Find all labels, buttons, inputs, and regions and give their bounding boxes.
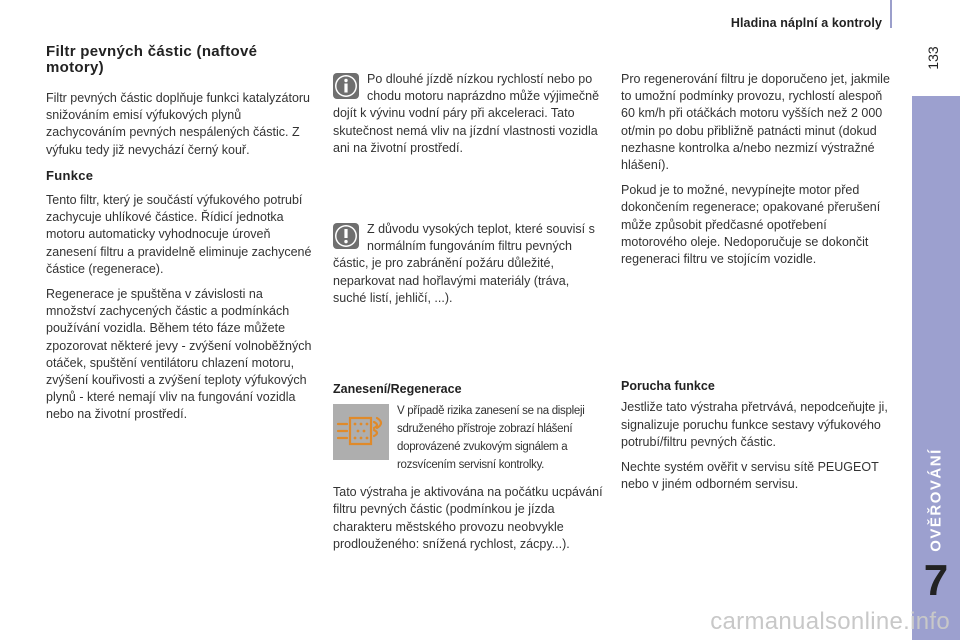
function-paragraph-1: Tento filtr, který je součástí výfukového potrubí zachycuje uhlíkové částice. Řídicí jednotka motoru automaticky vyhodnocuje úroveň zanesení filtru a pravidelně eliminuje zachycené částice (regenerace).	[46, 193, 312, 276]
warning-note-text: Z důvodu vysokých teplot, které souvisí s normálním fungováním filtru pevných částic, je pro zabránění požáru důležité, neparkovat nad hořlavými materiály (tráva, suché listí, jehličí, ...).	[333, 222, 595, 305]
failure-paragraph-1: Jestliže tato výstraha přetrvává, nepodceňujte ji, signalizuje poruchu funkce sestavy výfukového potrubí/filtru pevných částic.	[621, 400, 888, 449]
info-note-text: Po dlouhé jízdě nízkou rychlostí nebo po chodu motoru naprázdno může výjimečně dojít k vývinu vodní páry při akceleraci. Tato skutečnost nemá vliv na jízdní vlastnosti vozidla ani na životní prostředí.	[333, 72, 600, 155]
article-title: Filtr pevných částic (naftové motory)	[46, 43, 258, 76]
particle-filter-icon	[333, 404, 389, 460]
clogging-paragraph: Tato výstraha je aktivována na počátku ucpávání filtru pevných částic (podmínkou je jízda charakteru městského provozu neobvykle prodlouženého: snížená rychlost, zácpy...).	[333, 485, 603, 551]
failure-heading: Porucha funkce	[621, 379, 715, 394]
clogging-alert	[333, 402, 605, 474]
warning-note	[333, 221, 605, 381]
clogging-alert-text: V případě rizika zanesení se na displeji sdruženého přístroje zobrazí hlášení doprovázené zvukovým signálem a rozsvícením servisní kontrolky.	[397, 405, 585, 472]
function-paragraph-2: Regenerace je spuštěna v závislosti na množství zachycených částic a podmínkách používání vozidla. Během této fáze můžete zpozorovat některé jevy - zvýšení volnoběžných otáček, spuštění ventilátoru chlazení motoru, zvýšení kouřivosti a zvýšení teploty výfukových plynů - které nemají vliv na fungování vozidla nebo na životní prostředí.	[46, 287, 312, 422]
intro-paragraph: Filtr pevných částic doplňuje funkci katalyzátoru snižováním emisí výfukových plynů zachycováním pevných nespálených částic. Z výfuku tedy již nevychází černý kouř.	[46, 91, 311, 157]
regen-paragraph-2: Pokud je to možné, nevypínejte motor před dokončením regenerace; opakované přerušení může způsobit předčasné opotřebení motorového oleje. Nedoporučuje se dokončit regeneraci filtru ve stojícím vozidle.	[621, 183, 881, 267]
chapter-number: 7	[923, 556, 949, 605]
chapter-label: OVĚŘOVÁNÍ	[927, 448, 945, 552]
column-1	[46, 44, 314, 432]
warning-icon	[333, 223, 359, 249]
spacer	[621, 276, 893, 378]
function-heading: Funkce	[46, 167, 94, 183]
info-icon	[333, 73, 359, 99]
header-divider	[890, 0, 892, 28]
section-title: Hladina náplní a kontroly	[730, 16, 882, 30]
column-3	[621, 71, 893, 501]
watermark: carmanualsonline.info	[710, 608, 950, 635]
clogging-heading: Zanesení/Regenerace	[333, 382, 462, 396]
page-number: 133	[925, 46, 941, 70]
info-note	[333, 71, 605, 221]
column-2	[333, 71, 605, 561]
regen-paragraph-1: Pro regenerování filtru je doporučeno jet, jakmile to umožní podmínky provozu, rychlostí alespoň 60 km/h při otáčkách motoru vyšších než 2 000 ot/min po dobu přibližně patnácti minut (dokud nezhasne kontrolka a/nebo nezmizí výstražné hlášení).	[621, 72, 890, 173]
failure-paragraph-2: Nechte systém ověřit v servisu sítě PEUGEOT nebo v jiném odborném servisu.	[621, 460, 879, 492]
